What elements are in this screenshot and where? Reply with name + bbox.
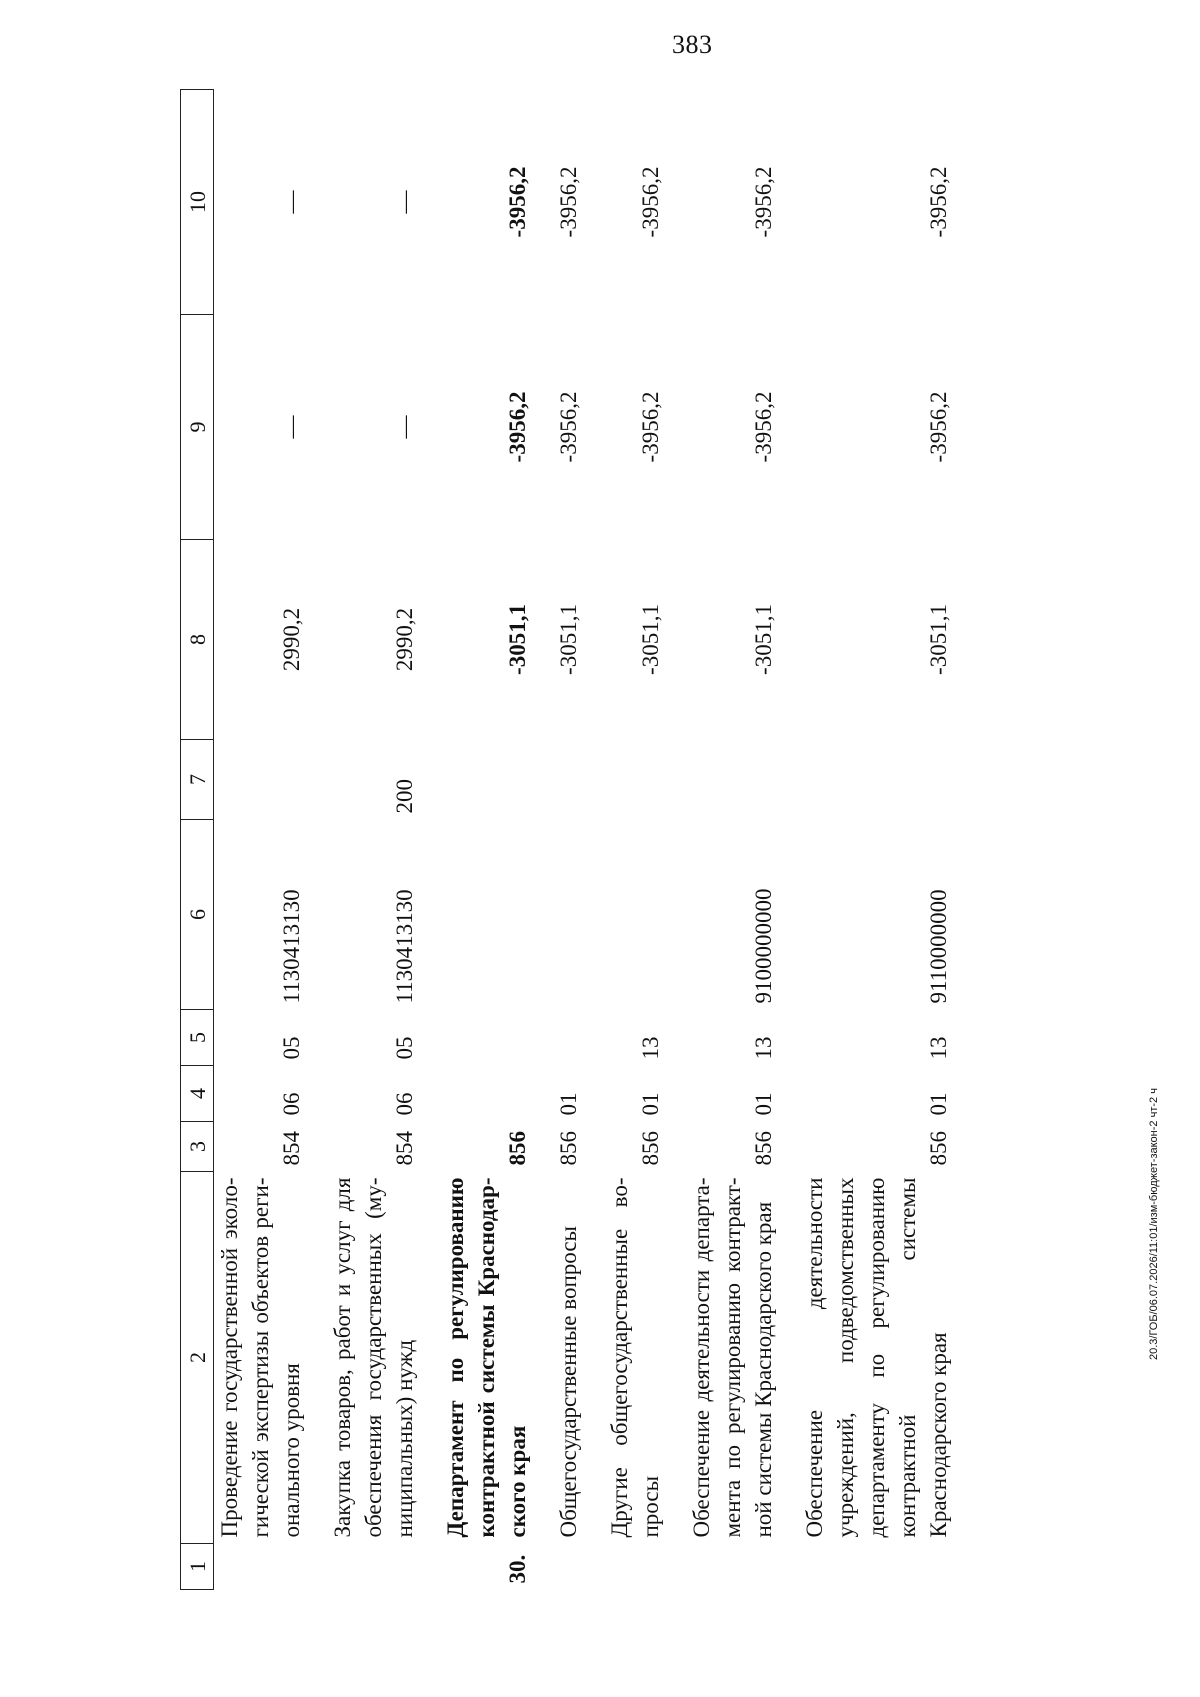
- row-subsection: 05: [392, 1036, 417, 1060]
- row-subsection: 13: [751, 1036, 776, 1060]
- row-value-col9: -3956,2: [638, 391, 663, 463]
- row-target-article: [539, 820, 590, 1010]
- row-expense-type: [672, 740, 785, 820]
- row-target-article: [426, 820, 539, 1010]
- page-number: 383: [672, 30, 713, 59]
- header-col-1: 1: [181, 1544, 214, 1590]
- table-row: [313, 90, 426, 1590]
- table-row: [214, 90, 314, 1590]
- header-row: [181, 90, 214, 1590]
- row-value-col10: -3956,2: [505, 166, 530, 238]
- header-col-2: 2: [181, 1172, 214, 1544]
- row-number: [590, 1544, 672, 1590]
- row-subsection: 05: [279, 1036, 304, 1060]
- budget-table: [180, 89, 960, 1590]
- row-name: Другие общегосударственные вопросы: [607, 1177, 663, 1538]
- row-expense-type: [214, 740, 314, 820]
- row-name: Обеспечение деятельности департамента по регулированию контрактной системы Краснодарского края: [689, 1177, 776, 1538]
- row-expense-type: [426, 740, 539, 820]
- row-grbs: 856: [751, 1131, 776, 1166]
- row-grbs: 856: [638, 1131, 663, 1166]
- row-subsection: 13: [926, 1036, 951, 1060]
- header-col-7: 7: [181, 740, 214, 820]
- row-section: 01: [926, 1092, 951, 1116]
- row-value-col8: 2990,2: [279, 607, 304, 672]
- row-name: Закупка товаров, работ и услуг для обеспечения государственных (муниципальных) нужд: [330, 1177, 417, 1538]
- row-number: [785, 1544, 960, 1590]
- row-value-col8: -3051,1: [505, 604, 530, 675]
- row-expense-type: [539, 740, 590, 820]
- header-col-3: 3: [181, 1122, 214, 1172]
- row-name: Проведение государственной экологической экспертизы объектов регионального уровня: [217, 1177, 304, 1538]
- row-value-col10: —: [279, 190, 304, 214]
- table-row: [785, 90, 960, 1590]
- row-value-col9: -3956,2: [556, 391, 581, 463]
- table-row: [672, 90, 785, 1590]
- row-section: [426, 1066, 539, 1122]
- row-subsection: 13: [638, 1036, 663, 1060]
- row-number: [672, 1544, 785, 1590]
- row-value-col8: 2990,2: [392, 607, 417, 672]
- row-name: Департамент по регулированию контрактной системы Краснодарского края: [443, 1177, 530, 1538]
- header-col-4: 4: [181, 1066, 214, 1122]
- row-section: 01: [556, 1092, 581, 1116]
- row-target-article: 9110000000: [926, 889, 951, 1004]
- row-value-col9: -3956,2: [751, 391, 776, 463]
- row-number: [313, 1544, 426, 1590]
- row-value-col8: -3051,1: [926, 604, 951, 675]
- row-value-col8: -3051,1: [556, 604, 581, 675]
- row-section: 06: [279, 1092, 304, 1116]
- row-value-col9: -3956,2: [505, 391, 530, 463]
- budget-table-rotated: [180, 90, 1080, 1590]
- table-row: [426, 90, 539, 1590]
- row-value-col9: -3956,2: [926, 391, 951, 463]
- row-number: [214, 1544, 314, 1590]
- row-grbs: 854: [279, 1131, 304, 1166]
- row-section: 01: [638, 1092, 663, 1116]
- row-value-col10: -3956,2: [751, 166, 776, 238]
- row-target-article: 1130413130: [392, 889, 417, 1004]
- row-value-col10: -3956,2: [638, 166, 663, 238]
- row-value-col9: —: [279, 415, 304, 439]
- row-name: Обеспечение деятельности учреждений, подведомственных департаменту по регулированию контрактной системы Краснодарского края: [802, 1177, 951, 1538]
- row-expense-type: [590, 740, 672, 820]
- row-value-col9: —: [392, 415, 417, 439]
- row-grbs: 856: [556, 1131, 581, 1166]
- header-col-6: 6: [181, 820, 214, 1010]
- document-footer: 20.3/ГОБ/06.07.2026/11:01/изм-бюджет-закон-2 чт-2 ч: [1148, 1088, 1160, 1360]
- row-value-col10: -3956,2: [926, 166, 951, 238]
- row-number: 30.: [505, 1554, 530, 1584]
- row-value-col10: -3956,2: [556, 166, 581, 238]
- row-subsection: [426, 1010, 539, 1066]
- header-col-5: 5: [181, 1010, 214, 1066]
- row-grbs: 854: [392, 1131, 417, 1166]
- row-target-article: 9100000000: [751, 888, 776, 1004]
- header-col-8: 8: [181, 540, 214, 740]
- row-section: 06: [392, 1092, 417, 1116]
- table-row: [539, 90, 590, 1590]
- row-expense-type: [785, 740, 960, 820]
- row-subsection: [539, 1010, 590, 1066]
- row-expense-type: 200: [392, 779, 417, 814]
- row-value-col10: —: [392, 190, 417, 214]
- row-name: Общегосударственные вопросы: [556, 1226, 581, 1538]
- header-col-10: 10: [181, 90, 214, 315]
- row-grbs: 856: [926, 1131, 951, 1166]
- row-value-col8: -3051,1: [751, 604, 776, 675]
- row-grbs: 856: [505, 1131, 530, 1166]
- header-col-9: 9: [181, 315, 214, 540]
- table-row: [590, 90, 672, 1590]
- row-target-article: 1130413130: [279, 889, 304, 1004]
- row-target-article: [590, 820, 672, 1010]
- row-number: [539, 1544, 590, 1590]
- row-value-col8: -3051,1: [638, 604, 663, 675]
- row-section: 01: [751, 1092, 776, 1116]
